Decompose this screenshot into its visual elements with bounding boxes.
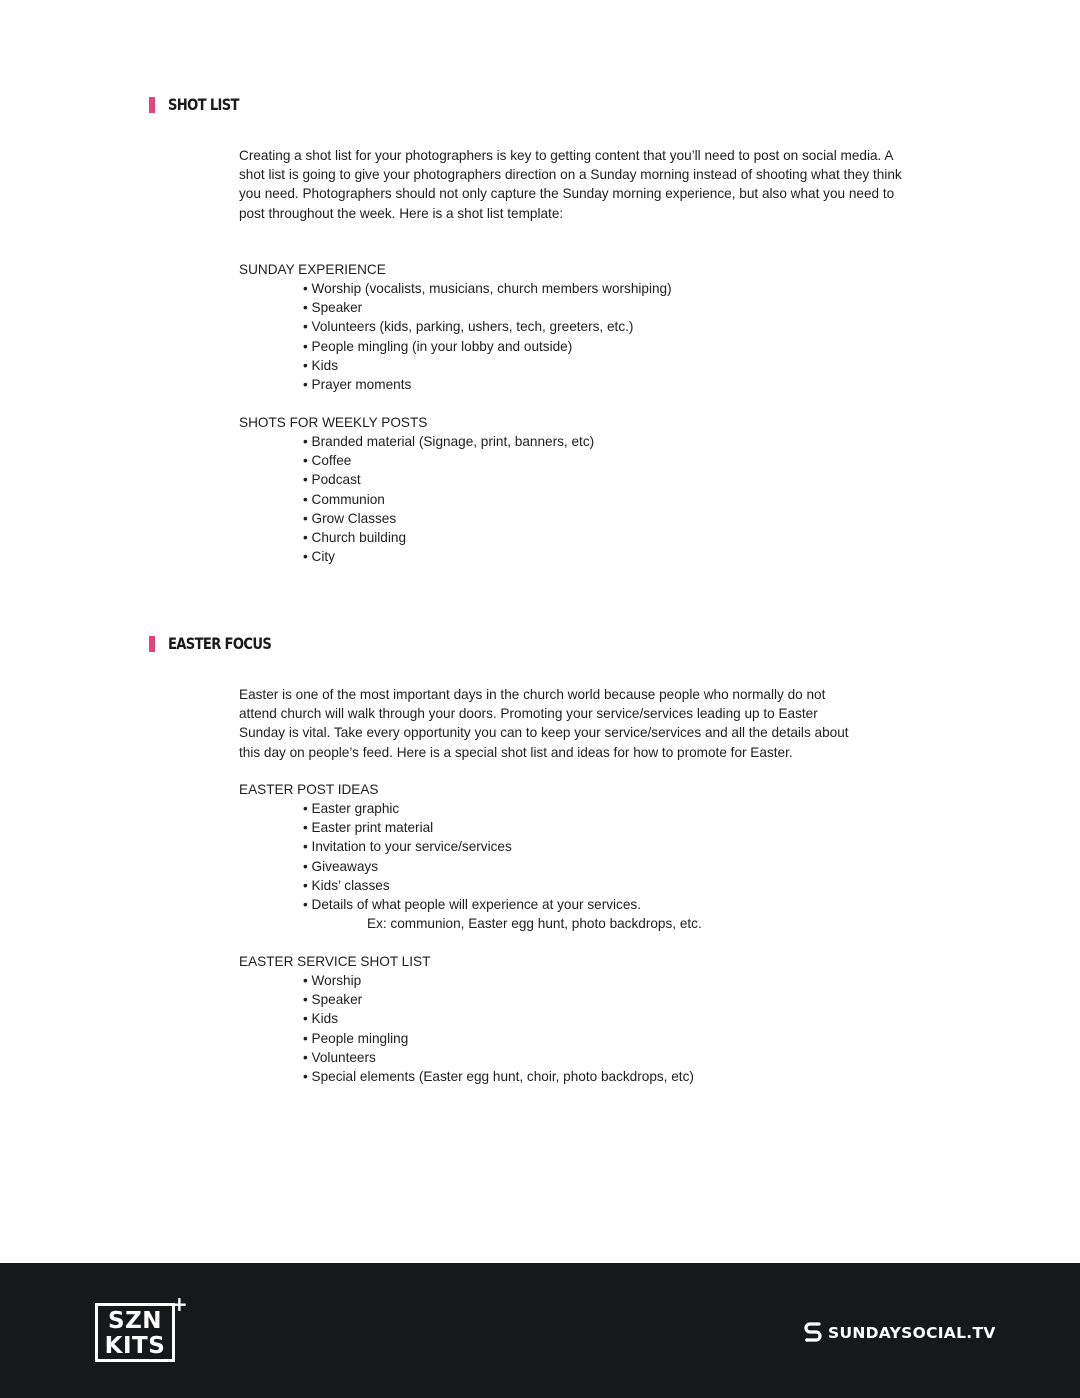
list-item: • Invitation to your service/services: [303, 837, 641, 856]
easter-focus-heading: [149, 634, 294, 653]
list-item: • Branded material (Signage, print, banners, etc): [303, 432, 594, 451]
accent-bar: [149, 636, 155, 652]
brand-link[interactable]: [803, 1321, 996, 1345]
list-item: • Coffee: [303, 451, 594, 470]
easter-post-example: Ex: communion, Easter egg hunt, photo backdrops, etc.: [367, 916, 702, 931]
easter-post-ideas-list: [303, 799, 641, 914]
szn-kits-logo: [95, 1292, 188, 1368]
brand-text: SUNDAYSOCIAL.TV: [828, 1324, 996, 1342]
list-item: • Speaker: [303, 298, 672, 317]
logo-box: [95, 1303, 175, 1362]
easter-focus-intro: Easter is one of the most important days in the church world because people who normally do not attend church will walk through your doors. Promoting your service/services leading up to Easter Sunday is vital. Take every opportunity you can to keep your service/services and all the details about this day on people’s feed. Here is a special shot list and ideas for how to promote for Easter.: [239, 687, 849, 760]
section-title: SHOT LIST: [168, 95, 239, 114]
list-item: • Podcast: [303, 470, 594, 489]
footer: [0, 1263, 1080, 1398]
list-item: • Communion: [303, 490, 594, 509]
list-item: • Church building: [303, 528, 594, 547]
list-item: • Worship: [303, 971, 694, 990]
list-item: • People mingling (in your lobby and outside): [303, 337, 672, 356]
list-item: • Prayer moments: [303, 375, 672, 394]
list-item: • Details of what people will experience at your services.: [303, 895, 641, 914]
list-item: • Easter graphic: [303, 799, 641, 818]
plus-icon: +: [171, 1292, 188, 1316]
list-item: • Worship (vocalists, musicians, church members worshiping): [303, 279, 672, 298]
list-item: • Kids: [303, 356, 672, 375]
list-item: • City: [303, 547, 594, 566]
list-item: • Speaker: [303, 990, 694, 1009]
shot-list-heading: [149, 95, 254, 114]
s-swoosh-icon: [803, 1321, 823, 1345]
weekly-posts-title: SHOTS FOR WEEKLY POSTS: [239, 415, 428, 430]
list-item: • Giveaways: [303, 857, 641, 876]
list-item: • Volunteers: [303, 1048, 694, 1067]
list-item: • Volunteers (kids, parking, ushers, tech, greeters, etc.): [303, 317, 672, 336]
list-item: • Special elements (Easter egg hunt, choir, photo backdrops, etc): [303, 1067, 694, 1086]
accent-bar: [149, 97, 155, 113]
list-item: • Kids: [303, 1009, 694, 1028]
list-item: • Grow Classes: [303, 509, 594, 528]
easter-service-shot-list-title: EASTER SERVICE SHOT LIST: [239, 954, 431, 969]
logo-line-2: KITS: [104, 1333, 166, 1359]
easter-service-shot-list: [303, 971, 694, 1086]
weekly-posts-list: [303, 432, 594, 566]
sunday-experience-list: [303, 279, 672, 394]
section-title: EASTER FOCUS: [168, 634, 272, 653]
list-item: • Easter print material: [303, 818, 641, 837]
logo-line-1: SZN: [108, 1308, 162, 1334]
sunday-experience-title: SUNDAY EXPERIENCE: [239, 262, 386, 277]
shot-list-intro: Creating a shot list for your photographers is key to getting content that you’ll need to post on social media. A shot list is going to give your photographers direction on a Sunday morning instead of shooting what they think you need. Photographers should not only capture the Sunday morning experience, but also what you need to post throughout the week. Here is a shot list template:: [239, 148, 902, 221]
list-item: • People mingling: [303, 1029, 694, 1048]
easter-post-ideas-title: EASTER POST IDEAS: [239, 782, 379, 797]
list-item: • Kids’ classes: [303, 876, 641, 895]
